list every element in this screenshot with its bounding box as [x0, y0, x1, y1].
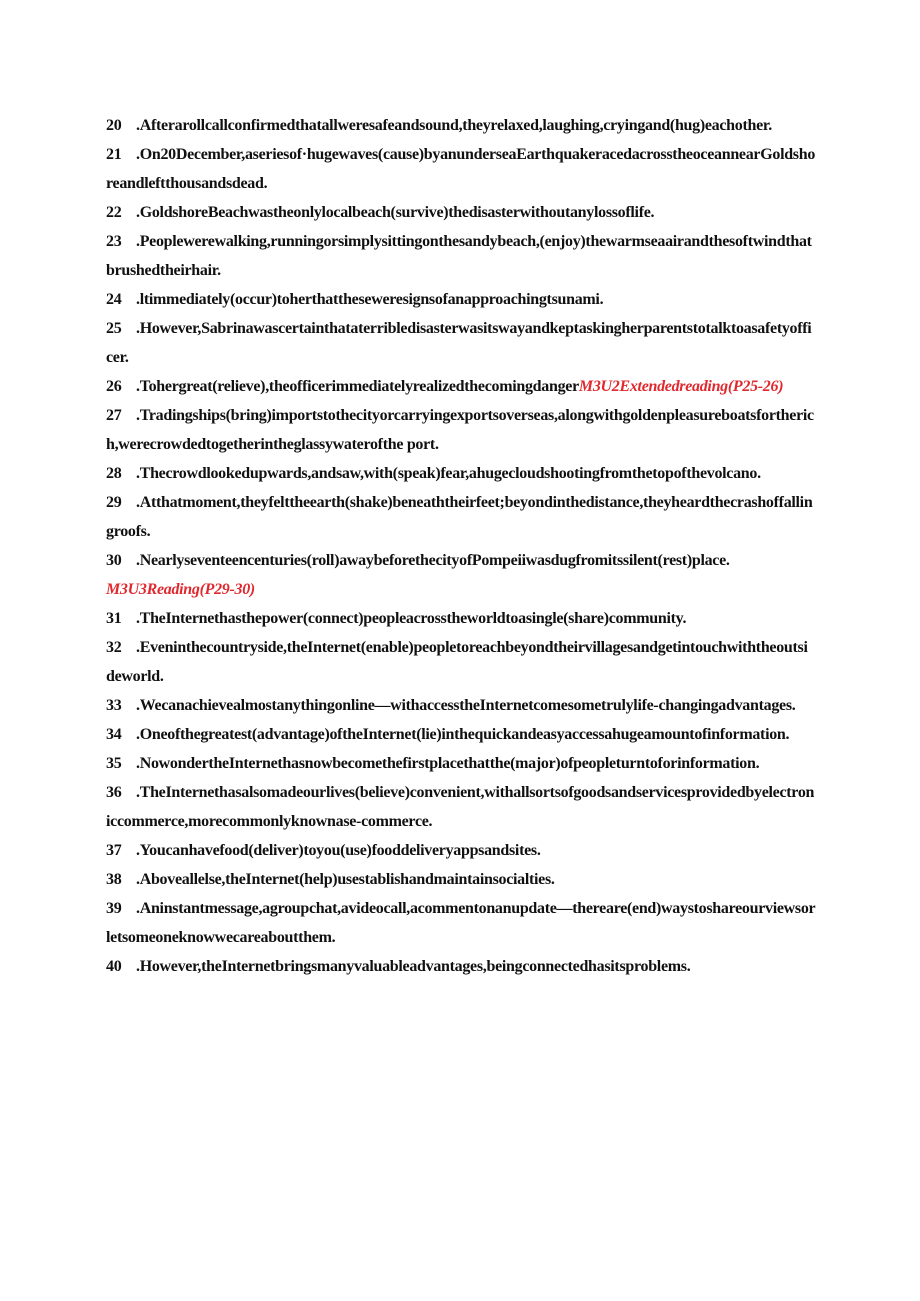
section-heading-extended-reading: M3U2Extendedreading(P25-26) — [578, 378, 784, 395]
exercise-item — [106, 459, 816, 488]
item-number: 28 — [106, 465, 122, 482]
exercise-item — [106, 488, 816, 546]
item-text: .Eveninthecountryside,theInternet(enable)peopletoreachbeyondtheirvillagesandgetintouchwiththeoutsideworld. — [106, 639, 808, 685]
item-text: .ltimmediately(occur)toherthattheseweresignsofanapproachingtsunami. — [136, 291, 604, 308]
item-text: .However,theInternetbringsmanyvaluableadvantages,beingconnectedhasitsproblems. — [136, 958, 691, 975]
item-text: .GoldshoreBeachwastheonlylocalbeach(survive)thedisasterwithoutanylossoflife. — [136, 204, 655, 221]
item-number: 23 — [106, 233, 122, 250]
exercise-item — [106, 198, 816, 227]
exercise-item — [106, 546, 816, 575]
item-text: .Youcanhavefood(deliver)toyou(use)fooddeliveryappsandsites. — [136, 842, 541, 859]
exercise-item — [106, 778, 816, 836]
item-text: .Thecrowdlookedupwards,andsaw,with(speak)fear,ahugecloudshootingfromthetopofthevolcano. — [136, 465, 761, 482]
item-text: .Aninstantmessage,agroupchat,avideocall,acommentonanupdate—thereare(end)waystoshareourviewsorletsomeoneknowwecareaboutthem. — [106, 900, 816, 946]
item-number: 33 — [106, 697, 122, 714]
item-number: 27 — [106, 407, 122, 424]
exercise-item — [106, 401, 816, 459]
item-text: .Atthatmoment,theyfelttheearth(shake)beneaththeirfeet;beyondinthedistance,theyheardthecrashoffallingroofs. — [106, 494, 813, 540]
section-heading-reading: M3U3Reading(P29-30) — [106, 581, 255, 598]
item-number: 38 — [106, 871, 122, 888]
item-number: 24 — [106, 291, 122, 308]
item-text: .Peoplewerewalking,runningorsimplysittingonthesandybeach,(enjoy)thewarmseaairandthesoftwindthatbrushedtheirhair. — [106, 233, 812, 279]
item-number: 20 — [106, 117, 122, 134]
item-number: 32 — [106, 639, 122, 656]
item-text: .TheInternethasthepower(connect)peopleacrosstheworldtoasingle(share)community. — [136, 610, 687, 627]
item-number: 29 — [106, 494, 122, 511]
item-text: .Nearlyseventeencenturies(roll)awaybeforethecityofPompeiiwasdugfromitssilent(rest)place. — [136, 552, 730, 569]
item-text: .TheInternethasalsomadeourlives(believe)convenient,withallsortsofgoodsandservicesprovidedbyelectroniccommerce,morecommonlyknownase-commerce. — [106, 784, 815, 830]
item-text: .Wecanachievealmostanythingonline—withaccesstheInternetcomesometrulylife-changingadvantages. — [136, 697, 796, 714]
exercise-item — [106, 285, 816, 314]
item-number: 36 — [106, 784, 122, 801]
exercise-item — [106, 836, 816, 865]
item-text: .However,Sabrinawascertainthataterribledisasterwasitswayandkeptaskingherparentstotalktoasafetyofficer. — [106, 320, 812, 366]
item-number: 22 — [106, 204, 122, 221]
item-text: .Tradingships(bring)importstothecityorcarryingexportsoverseas,alongwithgoldenpleasureboatsfortherich,werecrowdedtogetherintheglassywaterofthe port. — [106, 407, 814, 453]
exercise-item — [106, 749, 816, 778]
item-number: 35 — [106, 755, 122, 772]
item-text: .Afterarollcallconfirmedthatallweresafeandsound,theyrelaxed,laughing,cryingand(hug)eachother. — [136, 117, 772, 134]
item-number: 31 — [106, 610, 122, 627]
exercise-item — [106, 604, 816, 633]
item-text: .NowondertheInternethasnowbecomethefirstplacethatthe(major)ofpeopleturntoforinformation. — [136, 755, 760, 772]
exercise-list — [106, 111, 816, 981]
item-number: 26 — [106, 378, 122, 395]
item-text: .Oneofthegreatest(advantage)oftheInternet(lie)inthequickandeasyaccessahugeamountofinformation. — [136, 726, 790, 743]
exercise-item — [106, 314, 816, 372]
item-number: 39 — [106, 900, 122, 917]
item-number: 30 — [106, 552, 122, 569]
item-number: 21 — [106, 146, 122, 163]
exercise-item — [106, 894, 816, 952]
exercise-item — [106, 227, 816, 285]
item-number: 25 — [106, 320, 122, 337]
exercise-item — [106, 111, 816, 140]
exercise-item — [106, 691, 816, 720]
item-text: .On20December,aseriesof·hugewaves(cause)byanunderseaEarthquakeracedacrosstheoceannearGoldshoreandleftthousandsdead. — [106, 146, 816, 192]
item-number: 37 — [106, 842, 122, 859]
exercise-item — [106, 633, 816, 691]
exercise-item — [106, 952, 816, 981]
item-text: .Tohergreat(relieve),theofficerimmediatelyrealizedthecomingdanger — [136, 378, 579, 395]
item-number: 34 — [106, 726, 122, 743]
exercise-item — [106, 140, 816, 198]
item-text: .Aboveallelse,theInternet(help)usestablishandmaintainsocialties. — [136, 871, 555, 888]
item-number: 40 — [106, 958, 122, 975]
exercise-item — [106, 865, 816, 894]
exercise-item — [106, 720, 816, 749]
exercise-item — [106, 372, 816, 401]
